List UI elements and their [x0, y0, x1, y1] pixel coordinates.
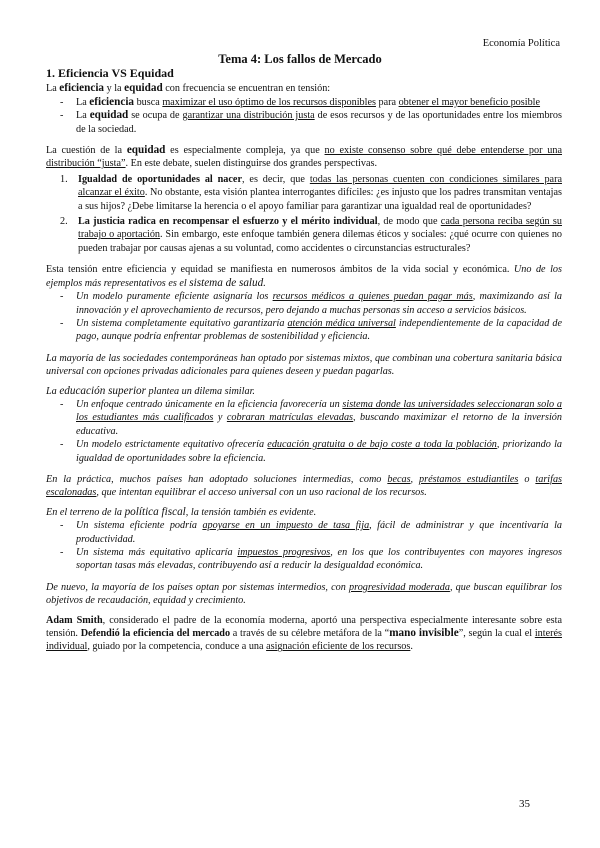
- term: equidad: [89, 109, 129, 122]
- text: , guiado por la competencia, conduce a una: [87, 641, 267, 653]
- paragraph: [46, 506, 562, 519]
- text: .: [410, 641, 413, 653]
- underlined-text: recursos médicos a quienes puedan pagar más: [272, 291, 473, 303]
- text: a través de su célebre metáfora de la “: [230, 628, 390, 640]
- text: es especialmente compleja, ya que: [165, 145, 325, 157]
- paragraph: [46, 263, 562, 290]
- list-item: [46, 519, 562, 546]
- list-item: [46, 173, 562, 213]
- text: de esos recursos y de las oportunidades entre los miembros de la sociedad.: [76, 110, 562, 135]
- paragraph: [46, 614, 562, 654]
- section-heading: 1. Eficiencia VS Equidad: [46, 66, 174, 80]
- underlined-text: atención médica universal: [287, 317, 396, 329]
- text: y: [213, 412, 227, 424]
- text: . En este debate, suelen distinguirse dos grandes perspectivas.: [125, 158, 378, 170]
- list-item: [46, 438, 562, 465]
- text: . No obstante, esta visión plantea interrogantes difíciles: ¿es injusto que los padres transmitan ventajas a sus hijos? ¿Debe limitarse la herencia o el apoyo familiar para garantizar una igualdad real de oportunidades?: [78, 187, 562, 212]
- bold-text: mano invisible: [389, 627, 459, 640]
- text: , considerado el padre de la economía moderna, aportó una perspectiva especialmente interesante sobre esta tensión.: [46, 614, 562, 640]
- page-number: 35: [519, 798, 530, 810]
- underlined-text: becas: [387, 473, 411, 485]
- paragraph: [46, 385, 562, 398]
- intro-paragraph: [46, 82, 562, 95]
- text: La: [76, 96, 90, 108]
- paragraph: [46, 581, 562, 608]
- underlined-text: maximizar el uso óptimo de los recursos disponibles: [162, 96, 376, 108]
- list-item: [46, 317, 562, 344]
- document-body: [46, 67, 562, 660]
- text: con frecuencia se encuentran en tensión:: [162, 83, 331, 95]
- text: Un enfoque centrado únicamente en la eficiencia favorecería un: [76, 398, 343, 410]
- bold-text: La justicia radica en recompensar el esfuerzo y el mérito individual: [78, 216, 378, 228]
- text: ”, según la cual el: [458, 628, 535, 640]
- bold-text: Adam Smith: [46, 614, 103, 626]
- paragraph: [46, 144, 562, 171]
- health-list: [46, 290, 562, 344]
- underlined-text: todas las personas cuenten con condiciones similares para alcanzar el éxito: [78, 173, 562, 199]
- list-item: [46, 546, 562, 573]
- list-item: [46, 398, 562, 438]
- fiscal-list: [46, 519, 562, 573]
- paragraph: [46, 473, 562, 500]
- text: , es decir, que: [241, 173, 310, 185]
- list-item: [46, 96, 562, 109]
- term-equidad: equidad: [124, 82, 163, 95]
- underlined-text: asignación eficiente de los recursos: [266, 641, 411, 653]
- text: busca: [134, 96, 163, 108]
- text: o: [518, 473, 536, 485]
- italic-text: .: [263, 277, 266, 289]
- italic-text: sistema de salud: [189, 276, 264, 289]
- text: Un sistema completamente equitativo garantizaría: [76, 317, 288, 329]
- text: , la tensión también es evidente.: [185, 506, 317, 518]
- item-number: 2.: [60, 216, 68, 228]
- running-header: Economía Política: [482, 38, 560, 49]
- item-number: 1.: [60, 173, 68, 185]
- text: , priorizando la igualdad de oportunidades sobre la eficiencia.: [76, 439, 563, 464]
- text: , de modo que: [377, 216, 441, 228]
- education-list: [46, 398, 562, 465]
- term: equidad: [126, 144, 166, 157]
- text: . Sin embargo, este enfoque también genera dilemas éticos y sociales: ¿qué ocurre con quienes no pueden trabajar por causas ajenas a su voluntad, como accidentes o circunstancias estructurales?: [78, 229, 563, 254]
- text: , en los que los contribuyentes con mayores ingresos soportan tasas más elevadas, contribuyendo así a reducir la desigualdad económica.: [76, 547, 562, 572]
- text: , buscando maximizar el retorno de la inversión educativa.: [76, 412, 562, 437]
- text: Esta tensión entre eficiencia y equidad se manifiesta en numerosos ámbitos de la vida social y económica.: [46, 264, 514, 276]
- underlined-text: progresividad moderada: [349, 581, 450, 593]
- page-title: Tema 4: Los fallos de Mercado: [218, 52, 382, 66]
- text: La: [76, 110, 90, 122]
- list-item: [46, 215, 562, 255]
- perspectives-list: [46, 173, 562, 255]
- underlined-text: cada persona reciba según su trabajo o aportación: [78, 216, 562, 241]
- text: independientemente de la capacidad de pago, aunque podría enfrentar problemas de sostenibilidad y eficiencia.: [76, 317, 562, 343]
- text: En el terreno de la: [46, 506, 125, 518]
- list-item: [46, 290, 562, 317]
- text: ,: [410, 473, 420, 485]
- underlined-text: interés individual: [46, 628, 562, 653]
- underlined-text: no existe consenso sobre qué debe entenderse por una distribución “justa”: [46, 145, 562, 170]
- text: , que buscan equilibrar los objetivos de recaudación, equidad y crecimiento.: [46, 581, 562, 607]
- italic-text: política fiscal: [124, 505, 186, 518]
- text: La: [46, 385, 60, 397]
- text: La cuestión de la: [46, 145, 127, 157]
- text: se ocupa de: [128, 110, 183, 122]
- term: eficiencia: [89, 95, 135, 108]
- text: plantea un dilema similar.: [146, 385, 255, 397]
- underlined-text: garantizar una distribución justa: [182, 110, 315, 122]
- text: Un modelo puramente eficiente asignaría los: [76, 291, 273, 303]
- text: y la: [104, 83, 125, 95]
- definition-list: [46, 96, 562, 136]
- text: De nuevo, la mayoría de los países optan por sistemas intermedios, con: [46, 581, 350, 593]
- underlined-text: préstamos estudiantiles: [419, 473, 519, 485]
- text: En la práctica, muchos países han adoptado soluciones intermedias, como: [46, 473, 388, 485]
- bold-text: Igualdad de oportunidades al nacer: [78, 173, 242, 185]
- list-item: [46, 109, 562, 136]
- text: Un sistema más equitativo aplicaría: [76, 547, 238, 558]
- term-eficiencia: eficiencia: [59, 82, 105, 95]
- underlined-text: sistema donde las universidades seleccionaran solo a los estudiantes más cualificados: [76, 398, 562, 424]
- text: , que intentan equilibrar el acceso universal con un uso racional de los recursos.: [96, 487, 427, 499]
- italic-text: Uno de los ejemplos más representativos es el: [46, 264, 562, 289]
- underlined-text: cobraran matrículas elevadas: [226, 412, 353, 424]
- text: Un modelo estrictamente equitativo ofrecería: [76, 439, 268, 451]
- underlined-text: educación gratuita o de bajo coste a toda la población: [267, 439, 497, 451]
- underlined-text: tarifas escalonadas: [46, 473, 562, 499]
- underlined-text: apoyarse en un impuesto de tasa fija: [202, 520, 370, 532]
- italic-text: educación superior: [59, 384, 146, 397]
- underlined-text: impuestos progresivos: [237, 547, 331, 558]
- text: para: [375, 96, 399, 108]
- text: , maximizando así la innovación y el aprovechamiento de recursos, pero dejando a muchas personas sin acceso a servicios básicos.: [76, 291, 562, 316]
- text: , fácil de administrar y que incentivaría la productividad.: [76, 520, 562, 545]
- bold-text: Defendió la eficiencia del mercado: [80, 628, 231, 640]
- paragraph: La mayoría de las sociedades contemporáneas han optado por sistemas mixtos, que combinan una cobertura sanitaria básica universal con opciones privadas adicionales para quienes deseen y puedan pagarlas.: [46, 352, 562, 378]
- underlined-text: obtener el mayor beneficio posible: [398, 96, 541, 108]
- text: La: [46, 83, 60, 95]
- text: Un sistema eficiente podría: [76, 520, 203, 532]
